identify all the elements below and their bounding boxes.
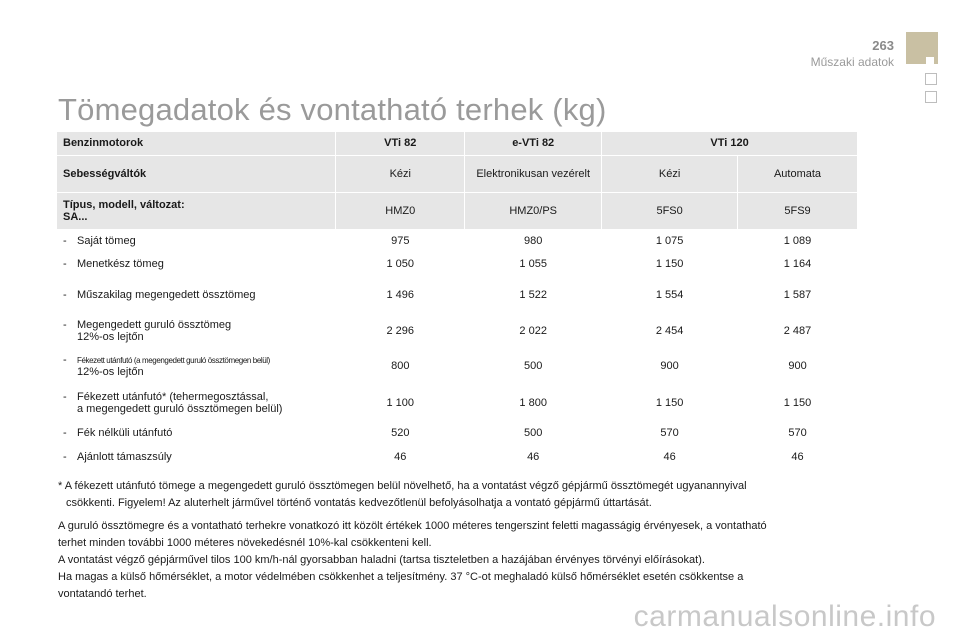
- table-row: [57, 229, 858, 252]
- row-dash: -: [63, 258, 67, 270]
- row-value: 800: [391, 360, 410, 372]
- row-dash: -: [63, 390, 67, 403]
- row-dash: -: [63, 234, 67, 247]
- section-name: Műszaki adatok: [810, 55, 894, 69]
- table-row: [57, 276, 858, 313]
- gearbox-col-3: Kézi: [602, 155, 738, 192]
- footnote-line1: * A fékezett utánfutó tömege a megengedett guruló össztömegen belül növelhető, ha a vontatást végző gépjármű össztömegét ugyanannyival: [58, 480, 747, 492]
- row-label: [57, 252, 336, 276]
- info-line2: terhet minden további 1000 méteres növekedésnél 10%-kal csökkenteni kell.: [58, 537, 432, 549]
- row-label: [57, 348, 336, 384]
- row-value: 1 100: [386, 396, 415, 409]
- type-col-1: HMZ0: [336, 192, 465, 229]
- row-value: 570: [788, 427, 807, 439]
- row-dash: -: [63, 318, 67, 331]
- table-row: [57, 313, 858, 348]
- row-label-line2: 12%-os lejtőn: [77, 366, 144, 378]
- row-dash: -: [63, 354, 67, 366]
- type-col-3: 5FS0: [602, 192, 738, 229]
- info-paragraph: [58, 518, 858, 603]
- row-value: 46: [527, 450, 540, 463]
- footnote-line2: csökkenti. Figyelem! Az aluterhelt járművel történő vontatás kedvezőtlenül befolyásolhatja a vontató gépjármű úttartását.: [66, 497, 652, 509]
- row-dash: -: [63, 427, 67, 439]
- row-label-text: Fékezett utánfutó* (tehermegosztással,: [77, 390, 269, 403]
- row-value: 570: [660, 427, 679, 439]
- watermark: carmanualsonline.info: [633, 600, 936, 633]
- row-label-text: Műszakilag megengedett össztömeg: [77, 288, 256, 301]
- engine-col-1: VTi 82: [336, 132, 465, 155]
- row-value: 1 150: [655, 396, 684, 409]
- type-col-2: HMZ0/PS: [465, 192, 602, 229]
- gearbox-row: [57, 155, 858, 192]
- row-label: [57, 384, 336, 421]
- type-label-line2: SA...: [63, 210, 88, 223]
- row-value: 46: [663, 450, 676, 463]
- info-line4: Ha magas a külső hőmérséklet, a motor védelmében csökkenhet a teljesítmény. 37 °C-ot meghaladó külső hőmérséklet esetén csökkentse a: [58, 571, 744, 583]
- row-value: 1 075: [655, 234, 684, 247]
- row-value: 975: [391, 234, 410, 247]
- row-label-text: Menetkész tömeg: [77, 258, 164, 270]
- row-value: 2 487: [783, 324, 812, 337]
- page-title: Tömegadatok és vontatható terhek (kg): [58, 92, 607, 127]
- row-value: 1 164: [783, 258, 812, 270]
- chapter-box-1: [925, 73, 937, 85]
- row-value: 2 454: [655, 324, 684, 337]
- info-line5: vontatandó terhet.: [58, 588, 147, 600]
- engine-col-2: e-VTi 82: [465, 132, 602, 155]
- row-value: 1 522: [519, 288, 547, 301]
- row-value: 520: [391, 427, 410, 439]
- row-value: 1 050: [386, 258, 415, 270]
- row-label-text: Fék nélküli utánfutó: [77, 427, 173, 439]
- row-label: [57, 276, 336, 313]
- row-label-line2: 12%-os lejtőn: [77, 330, 144, 343]
- type-label-line1: Típus, modell, változat:: [63, 198, 185, 211]
- table-row: [57, 445, 858, 468]
- type-col-4: 5FS9: [738, 192, 858, 229]
- type-label: [57, 192, 336, 229]
- row-value: 1 055: [519, 258, 547, 270]
- row-label: [57, 445, 336, 468]
- row-value: 980: [524, 234, 543, 247]
- gearbox-label: Sebességváltók: [57, 155, 336, 192]
- engine-col-3: VTi 120: [602, 132, 858, 155]
- row-dash: -: [63, 288, 67, 301]
- page-number: 263: [872, 38, 894, 53]
- info-line3: A vontatást végző gépjárművel tilos 100 km/h-nál gyorsabban haladni (tartsa tiszteletben a hazájában érvényes törvényi előírásokat).: [58, 554, 705, 566]
- row-value: 1 800: [519, 396, 547, 409]
- row-value: 500: [524, 427, 543, 439]
- row-label-text: Saját tömeg: [77, 234, 136, 247]
- row-value: 1 587: [783, 288, 812, 301]
- row-value: 900: [660, 360, 679, 372]
- table-row: [57, 348, 858, 384]
- row-value: 1 089: [783, 234, 812, 247]
- row-label-text: Ajánlott támaszsúly: [77, 450, 172, 463]
- row-label: [57, 229, 336, 252]
- gearbox-col-2: Elektronikusan vezérelt: [465, 155, 602, 192]
- engine-label: Benzinmotorok: [57, 132, 336, 155]
- row-value: 46: [394, 450, 407, 463]
- gearbox-col-1: Kézi: [336, 155, 465, 192]
- row-value: 2 022: [519, 324, 547, 337]
- row-label-text: Fékezett utánfutó (a megengedett guruló össztömegen belül): [77, 356, 270, 365]
- row-label: [57, 313, 336, 348]
- row-value: 500: [524, 360, 543, 372]
- row-value: 900: [788, 360, 807, 372]
- row-value: 1 554: [655, 288, 684, 301]
- type-row: [57, 192, 858, 229]
- row-label: [57, 421, 336, 445]
- row-value: 1 150: [783, 396, 812, 409]
- gearbox-col-4: Automata: [738, 155, 858, 192]
- row-value: 46: [791, 450, 804, 463]
- row-value: 2 296: [386, 324, 415, 337]
- chapter-tab-marker: [926, 57, 934, 65]
- table-row: [57, 384, 858, 421]
- row-value: 1 150: [655, 258, 684, 270]
- row-value: 1 496: [386, 288, 415, 301]
- row-label-text: Megengedett guruló össztömeg: [77, 318, 232, 331]
- weights-table: [57, 132, 858, 468]
- row-label-line2: a megengedett guruló össztömegen belül): [77, 402, 283, 415]
- footnote: [58, 478, 858, 512]
- engine-row: [57, 132, 858, 155]
- table-row: [57, 252, 858, 276]
- chapter-box-2: [925, 91, 937, 103]
- info-line1: A guruló össztömegre és a vontatható terhekre vonatkozó itt közölt értékek 1000 méteres tengerszint feletti magasságig érvényesek, a vontatható: [58, 520, 767, 532]
- table-row: [57, 421, 858, 445]
- row-dash: -: [63, 450, 67, 463]
